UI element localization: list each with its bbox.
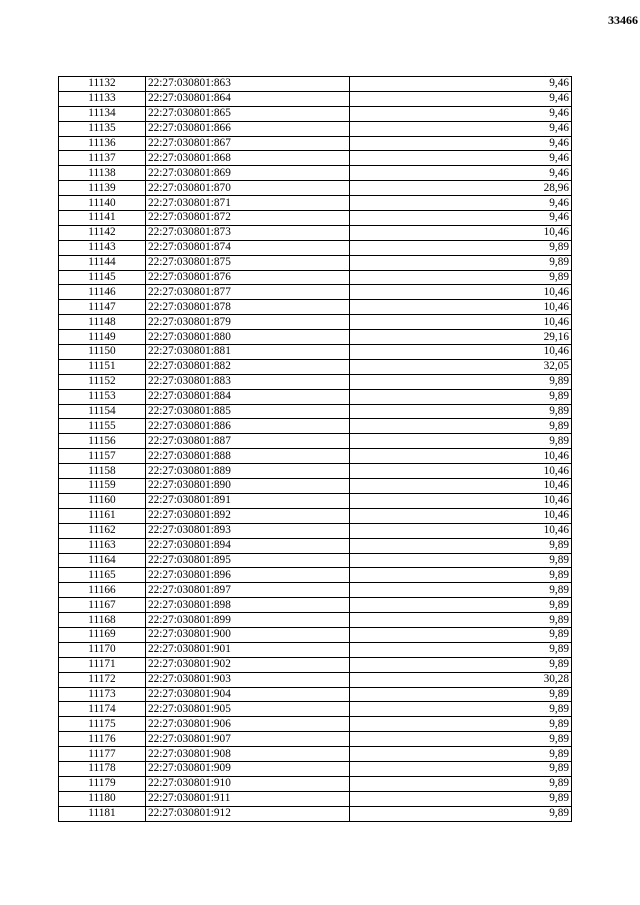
value-cell: 9,89 [350, 791, 572, 806]
cadastral-number-cell: 22:27:030801:906 [146, 717, 350, 732]
value-cell: 9,46 [350, 166, 572, 181]
cadastral-number-cell: 22:27:030801:910 [146, 776, 350, 791]
value-cell: 9,46 [350, 136, 572, 151]
value-cell: 10,46 [350, 523, 572, 538]
value-cell: 9,89 [350, 717, 572, 732]
row-number-cell: 11178 [59, 761, 146, 776]
cadastral-number-cell: 22:27:030801:908 [146, 747, 350, 762]
cadastral-number-cell: 22:27:030801:873 [146, 225, 350, 240]
cadastral-number-cell: 22:27:030801:894 [146, 538, 350, 553]
table-row [59, 136, 572, 151]
cadastral-number-cell: 22:27:030801:890 [146, 479, 350, 494]
table-row [59, 568, 572, 583]
cadastral-number-cell: 22:27:030801:909 [146, 761, 350, 776]
table-row [59, 657, 572, 672]
cadastral-number-cell: 22:27:030801:905 [146, 702, 350, 717]
row-number-cell: 11175 [59, 717, 146, 732]
table-body [59, 77, 572, 822]
cadastral-number-cell: 22:27:030801:884 [146, 389, 350, 404]
table-row [59, 374, 572, 389]
row-number-cell: 11172 [59, 672, 146, 687]
value-cell: 29,16 [350, 330, 572, 345]
cadastral-number-cell: 22:27:030801:911 [146, 791, 350, 806]
table-row [59, 77, 572, 92]
cadastral-number-cell: 22:27:030801:901 [146, 642, 350, 657]
table-row [59, 493, 572, 508]
value-cell: 9,89 [350, 583, 572, 598]
cadastral-number-cell: 22:27:030801:880 [146, 330, 350, 345]
row-number-cell: 11157 [59, 449, 146, 464]
row-number-cell: 11138 [59, 166, 146, 181]
row-number-cell: 11165 [59, 568, 146, 583]
row-number-cell: 11166 [59, 583, 146, 598]
cadastral-number-cell: 22:27:030801:887 [146, 434, 350, 449]
cadastral-number-cell: 22:27:030801:888 [146, 449, 350, 464]
value-cell: 9,89 [350, 389, 572, 404]
value-cell: 10,46 [350, 285, 572, 300]
value-cell: 9,46 [350, 77, 572, 92]
cadastral-number-cell: 22:27:030801:869 [146, 166, 350, 181]
cadastral-number-cell: 22:27:030801:872 [146, 211, 350, 226]
table-row [59, 270, 572, 285]
cadastral-number-cell: 22:27:030801:897 [146, 583, 350, 598]
value-cell: 9,89 [350, 568, 572, 583]
cadastral-number-cell: 22:27:030801:893 [146, 523, 350, 538]
value-cell: 9,89 [350, 776, 572, 791]
row-number-cell: 11148 [59, 315, 146, 330]
table-row [59, 717, 572, 732]
row-number-cell: 11155 [59, 419, 146, 434]
row-number-cell: 11144 [59, 255, 146, 270]
table-row [59, 345, 572, 360]
table-row [59, 598, 572, 613]
table-row [59, 106, 572, 121]
cadastral-number-cell: 22:27:030801:877 [146, 285, 350, 300]
value-cell: 10,46 [350, 493, 572, 508]
value-cell: 9,89 [350, 613, 572, 628]
table-row [59, 508, 572, 523]
row-number-cell: 11153 [59, 389, 146, 404]
row-number-cell: 11170 [59, 642, 146, 657]
row-number-cell: 11179 [59, 776, 146, 791]
table-row [59, 255, 572, 270]
cadastral-number-cell: 22:27:030801:907 [146, 732, 350, 747]
row-number-cell: 11171 [59, 657, 146, 672]
row-number-cell: 11147 [59, 300, 146, 315]
value-cell: 9,89 [350, 687, 572, 702]
table-row [59, 627, 572, 642]
value-cell: 9,89 [350, 270, 572, 285]
cadastral-number-cell: 22:27:030801:889 [146, 464, 350, 479]
value-cell: 30,28 [350, 672, 572, 687]
row-number-cell: 11143 [59, 240, 146, 255]
table-row [59, 240, 572, 255]
row-number-cell: 11152 [59, 374, 146, 389]
cadastral-number-cell: 22:27:030801:865 [146, 106, 350, 121]
value-cell: 9,89 [350, 553, 572, 568]
value-cell: 10,46 [350, 225, 572, 240]
value-cell: 9,46 [350, 211, 572, 226]
cadastral-number-cell: 22:27:030801:866 [146, 121, 350, 136]
cadastral-number-cell: 22:27:030801:904 [146, 687, 350, 702]
row-number-cell: 11158 [59, 464, 146, 479]
cadastral-number-cell: 22:27:030801:903 [146, 672, 350, 687]
row-number-cell: 11162 [59, 523, 146, 538]
cadastral-number-cell: 22:27:030801:891 [146, 493, 350, 508]
row-number-cell: 11146 [59, 285, 146, 300]
cadastral-number-cell: 22:27:030801:885 [146, 404, 350, 419]
table-row [59, 434, 572, 449]
cadastral-number-cell: 22:27:030801:892 [146, 508, 350, 523]
row-number-cell: 11139 [59, 181, 146, 196]
row-number-cell: 11142 [59, 225, 146, 240]
table-row [59, 791, 572, 806]
cadastral-number-cell: 22:27:030801:874 [146, 240, 350, 255]
value-cell: 9,89 [350, 732, 572, 747]
row-number-cell: 11180 [59, 791, 146, 806]
cadastral-number-cell: 22:27:030801:886 [146, 419, 350, 434]
row-number-cell: 11174 [59, 702, 146, 717]
row-number-cell: 11150 [59, 345, 146, 360]
row-number-cell: 11160 [59, 493, 146, 508]
value-cell: 9,46 [350, 196, 572, 211]
row-number-cell: 11137 [59, 151, 146, 166]
value-cell: 28,96 [350, 181, 572, 196]
value-cell: 10,46 [350, 345, 572, 360]
cadastral-number-cell: 22:27:030801:863 [146, 77, 350, 92]
value-cell: 9,89 [350, 702, 572, 717]
value-cell: 9,89 [350, 761, 572, 776]
table-row [59, 211, 572, 226]
row-number-cell: 11134 [59, 106, 146, 121]
table-row [59, 776, 572, 791]
table-row [59, 747, 572, 762]
row-number-cell: 11161 [59, 508, 146, 523]
table-row [59, 687, 572, 702]
table-row [59, 181, 572, 196]
value-cell: 9,89 [350, 240, 572, 255]
row-number-cell: 11140 [59, 196, 146, 211]
row-number-cell: 11159 [59, 479, 146, 494]
table-row [59, 121, 572, 136]
row-number-cell: 11156 [59, 434, 146, 449]
cadastral-number-cell: 22:27:030801:881 [146, 345, 350, 360]
row-number-cell: 11133 [59, 91, 146, 106]
table-row [59, 583, 572, 598]
value-cell: 9,89 [350, 627, 572, 642]
value-cell: 9,89 [350, 255, 572, 270]
table-row [59, 732, 572, 747]
row-number-cell: 11168 [59, 613, 146, 628]
cadastral-number-cell: 22:27:030801:870 [146, 181, 350, 196]
cadastral-number-cell: 22:27:030801:900 [146, 627, 350, 642]
value-cell: 10,46 [350, 464, 572, 479]
table-row [59, 315, 572, 330]
table-row [59, 523, 572, 538]
table-row [59, 449, 572, 464]
table-row [59, 761, 572, 776]
row-number-cell: 11173 [59, 687, 146, 702]
table-row [59, 672, 572, 687]
cadastral-number-cell: 22:27:030801:902 [146, 657, 350, 672]
table-row [59, 464, 572, 479]
cadastral-number-cell: 22:27:030801:868 [146, 151, 350, 166]
row-number-cell: 11181 [59, 806, 146, 821]
value-cell: 9,89 [350, 806, 572, 821]
value-cell: 9,46 [350, 106, 572, 121]
table-row [59, 538, 572, 553]
value-cell: 10,46 [350, 449, 572, 464]
table-row [59, 225, 572, 240]
value-cell: 9,89 [350, 404, 572, 419]
value-cell: 9,89 [350, 657, 572, 672]
table-row [59, 285, 572, 300]
cadastral-number-cell: 22:27:030801:883 [146, 374, 350, 389]
row-number-cell: 11149 [59, 330, 146, 345]
page-number: 33466 [608, 13, 638, 27]
row-number-cell: 11154 [59, 404, 146, 419]
cadastral-number-cell: 22:27:030801:867 [146, 136, 350, 151]
cadastral-table [58, 76, 572, 822]
value-cell: 9,89 [350, 747, 572, 762]
value-cell: 9,89 [350, 434, 572, 449]
table-row [59, 359, 572, 374]
table-row [59, 553, 572, 568]
cadastral-number-cell: 22:27:030801:912 [146, 806, 350, 821]
row-number-cell: 11176 [59, 732, 146, 747]
value-cell: 10,46 [350, 300, 572, 315]
cadastral-number-cell: 22:27:030801:896 [146, 568, 350, 583]
table-row [59, 613, 572, 628]
table-row [59, 151, 572, 166]
cadastral-number-cell: 22:27:030801:898 [146, 598, 350, 613]
row-number-cell: 11151 [59, 359, 146, 374]
table-row [59, 702, 572, 717]
cadastral-number-cell: 22:27:030801:878 [146, 300, 350, 315]
value-cell: 9,46 [350, 151, 572, 166]
table-row [59, 330, 572, 345]
table-row [59, 419, 572, 434]
cadastral-number-cell: 22:27:030801:879 [146, 315, 350, 330]
row-number-cell: 11169 [59, 627, 146, 642]
value-cell: 9,89 [350, 419, 572, 434]
row-number-cell: 11177 [59, 747, 146, 762]
row-number-cell: 11141 [59, 211, 146, 226]
table-row [59, 404, 572, 419]
table-row [59, 479, 572, 494]
cadastral-number-cell: 22:27:030801:899 [146, 613, 350, 628]
value-cell: 9,89 [350, 598, 572, 613]
row-number-cell: 11164 [59, 553, 146, 568]
table-row [59, 642, 572, 657]
row-number-cell: 11136 [59, 136, 146, 151]
value-cell: 9,46 [350, 91, 572, 106]
row-number-cell: 11145 [59, 270, 146, 285]
table-row [59, 91, 572, 106]
table-row [59, 300, 572, 315]
value-cell: 9,89 [350, 642, 572, 657]
cadastral-number-cell: 22:27:030801:871 [146, 196, 350, 211]
table-row [59, 196, 572, 211]
value-cell: 32,05 [350, 359, 572, 374]
row-number-cell: 11167 [59, 598, 146, 613]
cadastral-number-cell: 22:27:030801:895 [146, 553, 350, 568]
value-cell: 10,46 [350, 315, 572, 330]
row-number-cell: 11132 [59, 77, 146, 92]
value-cell: 9,89 [350, 538, 572, 553]
cadastral-number-cell: 22:27:030801:875 [146, 255, 350, 270]
table-row [59, 389, 572, 404]
value-cell: 10,46 [350, 479, 572, 494]
cadastral-number-cell: 22:27:030801:882 [146, 359, 350, 374]
value-cell: 10,46 [350, 508, 572, 523]
row-number-cell: 11135 [59, 121, 146, 136]
table-row [59, 806, 572, 821]
cadastral-number-cell: 22:27:030801:876 [146, 270, 350, 285]
table-row [59, 166, 572, 181]
value-cell: 9,89 [350, 374, 572, 389]
value-cell: 9,46 [350, 121, 572, 136]
cadastral-number-cell: 22:27:030801:864 [146, 91, 350, 106]
row-number-cell: 11163 [59, 538, 146, 553]
